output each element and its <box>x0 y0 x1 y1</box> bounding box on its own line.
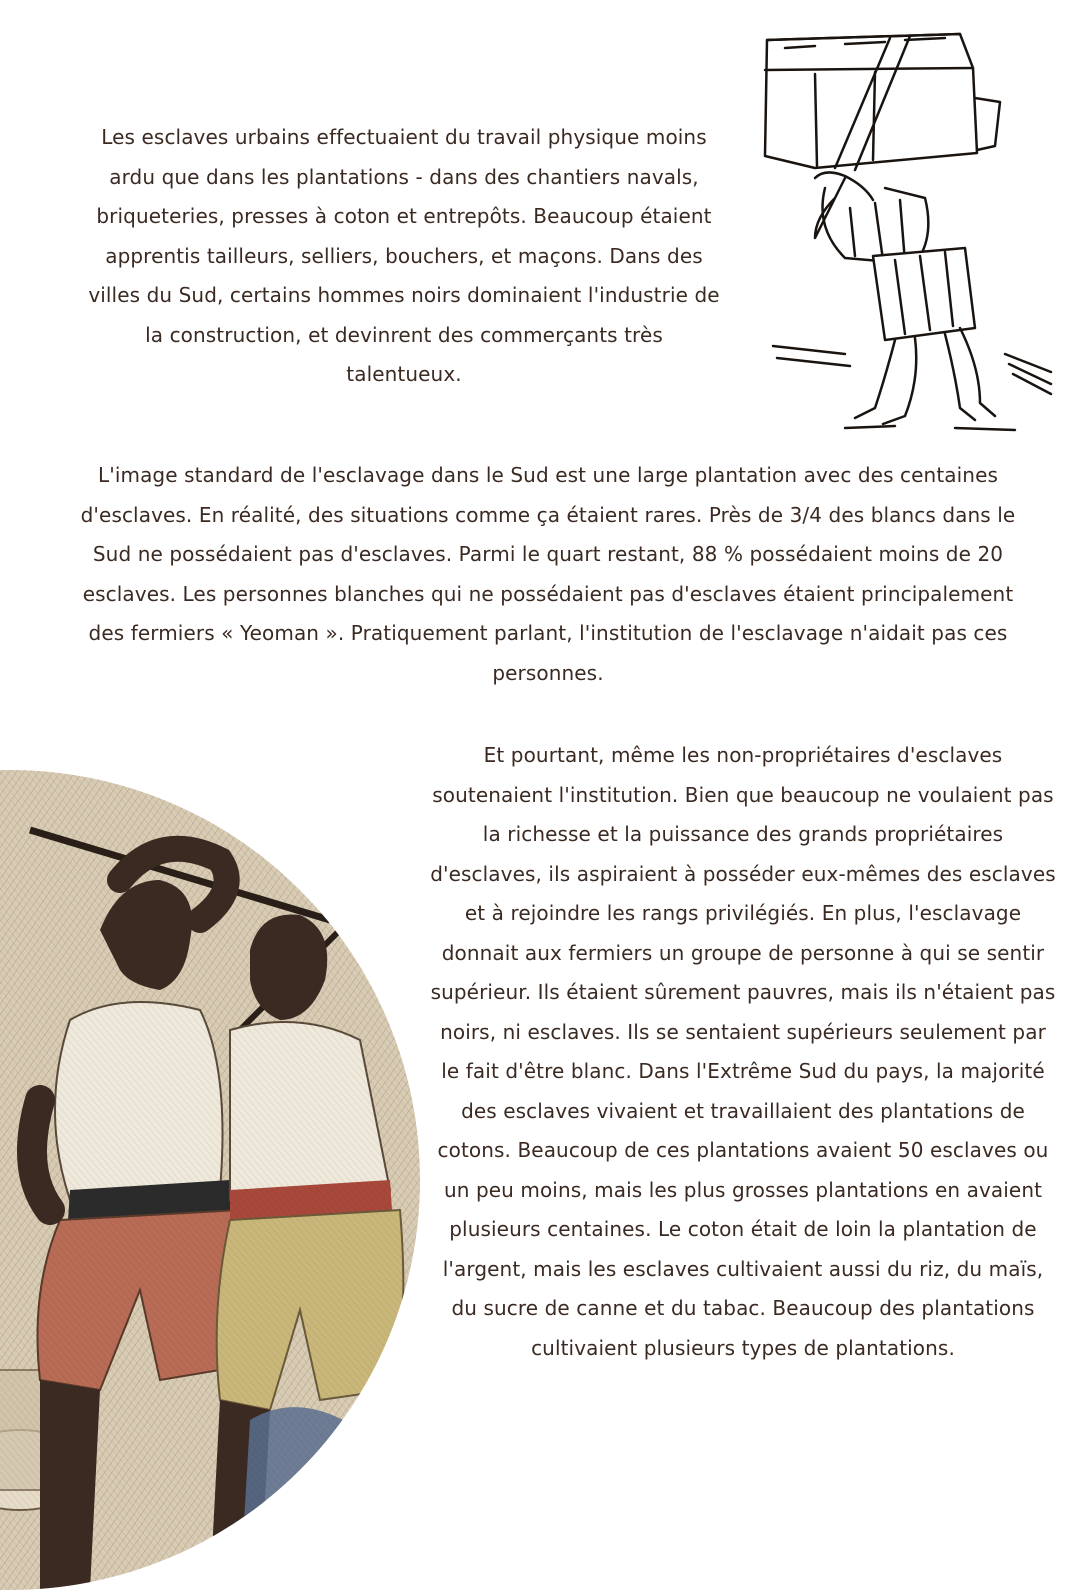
paragraph-non-owners: Et pourtant, même les non-propriétaires d'esclaves soutenaient l'institution. Bien que beaucoup ne voulaient pas la richesse et la puissance des grands propriétaires d'esclaves, ils aspiraient à posséder eux-mêmes des esclaves et à rejoindre les rangs privilégiés. En plus, l'esclavage donnait aux fermiers un groupe de personne à qui se sentir supérieur. Ils étaient sûrement pauvres, mais ils n'étaient pas noirs, ni esclaves. Ils se sentaient supérieurs seulement par le fait d'être blanc. Dans l'Extrême Sud du pays, la majorité des esclaves vivaient et travaillaient des plantations de cotons. Beaucoup de ces plantations avaient 50 esclaves ou un peu moins, mais les plus grosses plantations en avaient plusieurs centaines. Le coton était de loin la plantation de l'argent, mais les esclaves cultivaient aussi du riz, du maïs, du sucre de canne et du tabac. Beaucoup des plantations cultivaient plusieurs types de plantations. <box>430 743 1056 1360</box>
porter-carrying-crate-icon <box>755 28 1055 433</box>
paragraph-urban-slaves: Les esclaves urbains effectuaient du travail physique moins ardu que dans les plantations - dans des chantiers navals, briqueteries, presses à coton et entrepôts. Beaucoup étaient apprentis tailleurs, selliers, bouchers, et maçons. Dans des villes du Sud, certains hommes noirs dominaient l'industrie de la construction, et devinrent des commerçants très talentueux. <box>88 125 720 386</box>
enslaved-men-engraving-icon <box>0 770 420 1590</box>
paragraph-standard-image: L'image standard de l'esclavage dans le Sud est une large plantation avec des centaines d'esclaves. En réalité, des situations comme ça étaient rares. Près de 3/4 des blancs dans le Sud ne possédaient pas d'esclaves. Parmi le quart restant, 88 % possédaient moins de 20 esclaves. Les personnes blanches qui ne possédaient pas d'esclaves étaient principalement des fermiers « Yeoman ». Pratiquement parlant, l'institution de l'esclavage n'aidait pas ces personnes. <box>80 463 1016 685</box>
